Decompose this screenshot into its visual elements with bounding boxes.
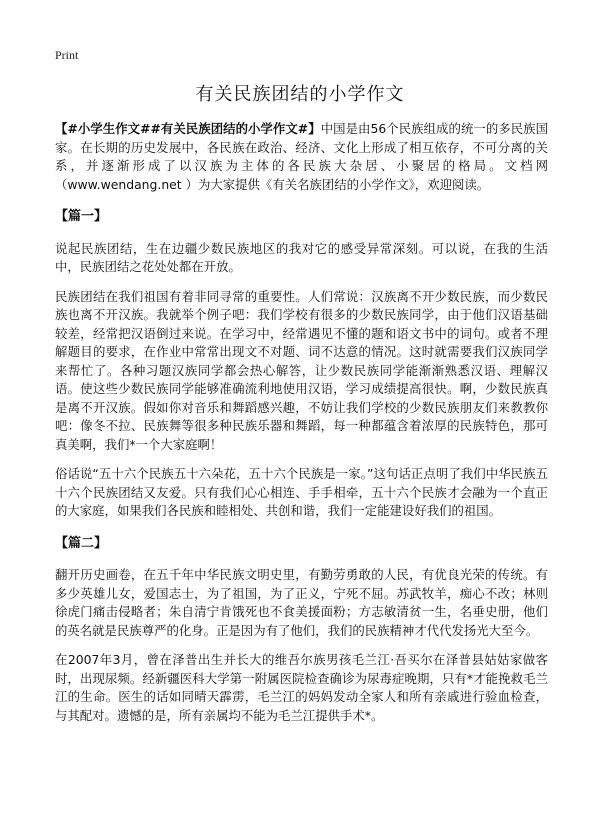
- paragraph: 翻开历史画卷，在五千年中华民族文明史里，有勤劳勇敢的人民，有优良光荣的传统。有多少英雄儿女，爱国志士，为了祖国，为了正义，宁死不屈。苏武牧羊，痴心不改；林则徐虎门痛击侵略者；朱自清宁肯饿死也不食美援面粉；方志敏清贫一生，名垂史册，他们的英名就是民族尊严的化身。正是因为有了他们，我们的民族精神才代代发扬光大至今。: [55, 567, 548, 638]
- intro-paragraph: [55, 120, 548, 194]
- intro-tag-1: 【#小学生作文#: [55, 121, 151, 136]
- intro-text: 中国是由56个民族组成的统一的多民族国家。在长期的历史发展中，各民族在政治、经济、文化上形成了相互依存，不可分离的关系，并逐渐形成了以汉族为主体的各民族大杂居、小聚居的格局。文档网（www.wendang.net ）为大家提供《有关名族团结的小学作文》，欢迎阅读。: [55, 121, 548, 192]
- section-heading-1: 【篇一】: [55, 209, 108, 224]
- section-heading-2: 【篇二】: [55, 535, 108, 551]
- paragraph: 说起民族团结，生在边疆少数民族地区的我对它的感受异常深刻。可以说，在我的生活中，民族团结之花处处都在开放。: [55, 240, 548, 274]
- paragraph: 在2007年3月，曾在泽普出生并长大的维吾尔族男孩毛兰江·吾买尔在泽普县姑姑家做客时，出现尿频。经新疆医科大学第一附属医院检查确诊为尿毒症晚期，只有*才能挽救毛兰江的生命。医生的话如同晴天霹雳，毛兰江的妈妈发动全家人和所有亲戚进行验血检查，与其配对。遗憾的是，所有亲属均不能为毛兰江提供手术*。: [55, 652, 548, 723]
- intro-tag-2: #有关民族团结的小学作文#】: [150, 121, 321, 136]
- paragraph: 民族团结在我们祖国有着非同寻常的重要性。人们常说：汉族离不开少数民族，而少数民族也离不开汉族。我就举个例子吧：我们学校有很多的少数民族同学，由于他们汉语基础较差，经常把汉语倒过来说。在学习中，经常遇见不懂的题和语文书中的词句。或者不理解题目的要求，在作业中常常出现文不对题、词不达意的情况。这时就需要我们汉族同学来帮忙了。各种习题汉族同学都会热心解答，让少数民族同学能渐渐熟悉汉语、理解汉语。使这些少数民族同学能够准确流利地使用汉语，学习成绩提高很快。啊，少数民族真是离不开汉族。假如你对音乐和舞蹈感兴趣，不妨让我们学校的少数民族朋友们来教教你吧：像冬不拉、民族舞等很多种民族乐器和舞蹈，每一种都蕴含着浓厚的民族特色，那可真美啊，我们*一个大家庭啊！: [55, 288, 548, 452]
- paragraph: 俗话说“五十六个民族五十六朵花，五十六个民族是一家。”这句话正点明了我们中华民族五十六个民族团结又友爱。只有我们心心相连、手手相牵，五十六个民族才会融为一个直正的大家庭，如果我们各民族和睦相处、共创和谐，我们一定能建设好我们的祖国。: [55, 466, 548, 518]
- print-link[interactable]: Print: [55, 48, 79, 62]
- page-title: 有关民族团结的小学作文: [195, 84, 405, 105]
- article-body: [55, 120, 548, 736]
